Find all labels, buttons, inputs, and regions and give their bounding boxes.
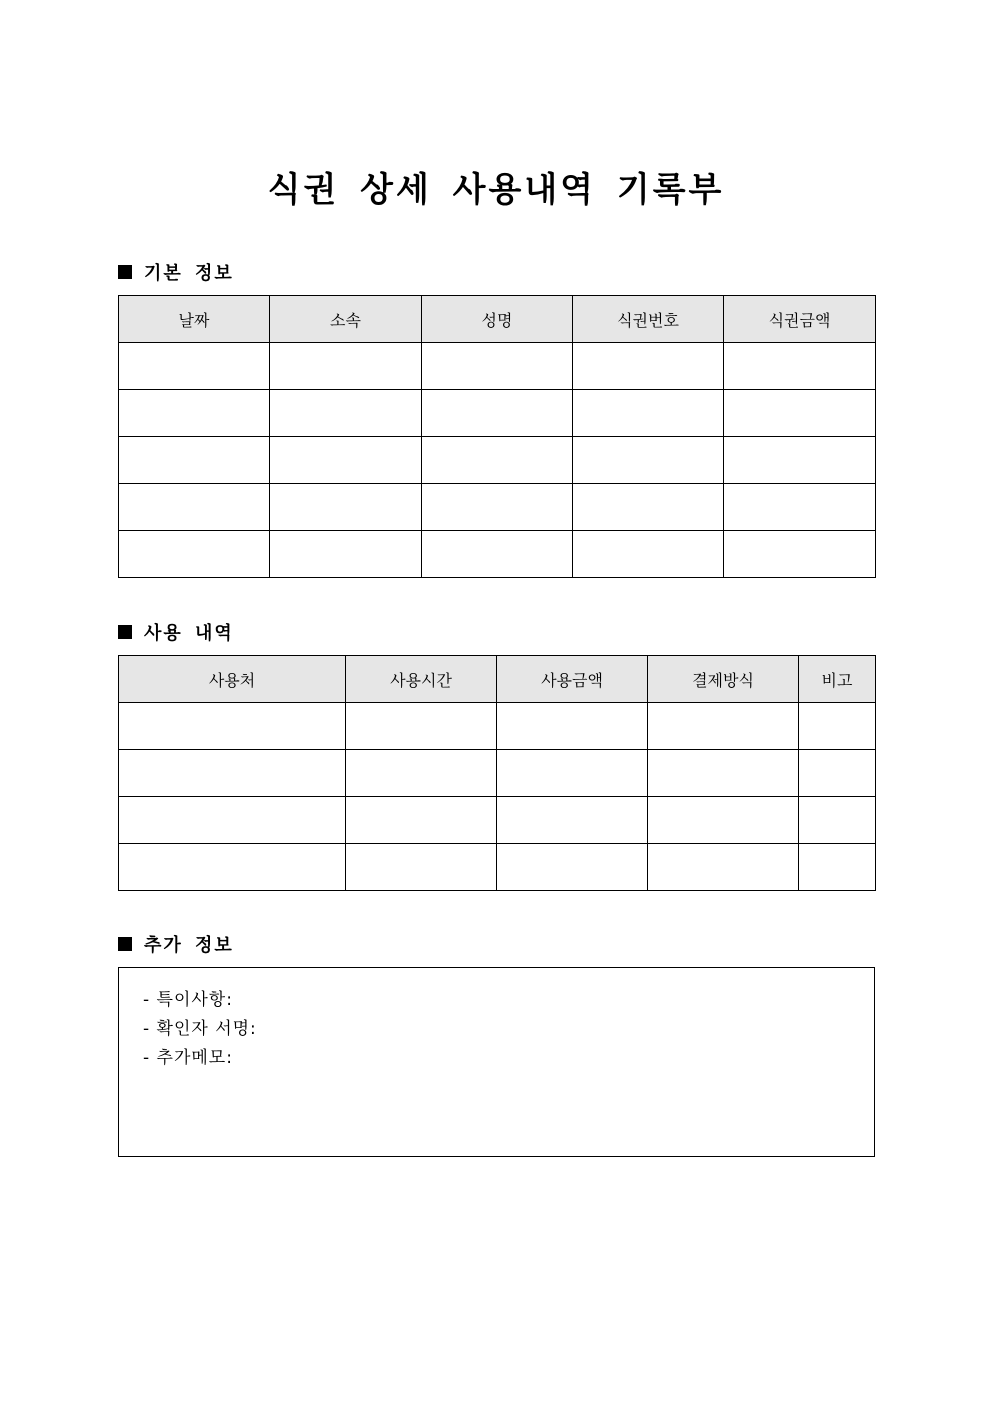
table-cell[interactable] [119,750,346,797]
column-header: 날짜 [119,296,270,343]
list-item-special-notes: - 특이사항: [143,990,233,1010]
table-row [119,844,876,891]
table-cell[interactable] [422,343,573,390]
table-header-row [119,656,876,703]
table-cell[interactable] [119,703,346,750]
table-cell[interactable] [119,844,346,891]
table-cell[interactable] [422,390,573,437]
column-header: 결제방식 [648,656,799,703]
table-cell[interactable] [573,437,724,484]
column-header: 식권금액 [724,296,876,343]
section-heading-label: 기본 정보 [144,263,234,284]
table-cell[interactable] [648,750,799,797]
table-cell[interactable] [497,703,648,750]
table-cell[interactable] [119,484,270,531]
table-cell[interactable] [497,750,648,797]
table-cell[interactable] [573,484,724,531]
section-heading-label: 사용 내역 [144,623,234,644]
table-cell[interactable] [497,844,648,891]
table-row [119,484,876,531]
table-cell[interactable] [422,484,573,531]
table-cell[interactable] [270,531,422,578]
table-cell[interactable] [270,437,422,484]
table-cell[interactable] [119,390,270,437]
column-header: 식권번호 [573,296,724,343]
table-row [119,343,876,390]
list-item-additional-memo: - 추가메모: [143,1048,233,1068]
table-cell[interactable] [119,437,270,484]
table-cell[interactable] [346,797,497,844]
square-bullet-icon [118,937,132,951]
section-heading-label: 추가 정보 [144,935,234,956]
table-cell[interactable] [799,844,876,891]
additional-info-box[interactable] [118,967,875,1157]
column-header: 사용금액 [497,656,648,703]
table-row [119,703,876,750]
section-heading-usage [118,619,234,645]
table-cell[interactable] [648,844,799,891]
table-cell[interactable] [119,797,346,844]
additional-info-list [119,968,874,1073]
table-cell[interactable] [270,390,422,437]
usage-table [118,655,876,891]
table-row [119,390,876,437]
table-cell[interactable] [799,703,876,750]
document-title: 식권 상세 사용내역 기록부 [267,170,725,210]
table-cell[interactable] [724,343,876,390]
table-cell[interactable] [573,531,724,578]
table-row [119,531,876,578]
table-cell[interactable] [724,437,876,484]
table-cell[interactable] [648,703,799,750]
table-row [119,797,876,844]
table-cell[interactable] [724,484,876,531]
section-heading-additional-info [118,931,234,957]
table-cell[interactable] [346,703,497,750]
column-header: 소속 [270,296,422,343]
table-cell[interactable] [724,390,876,437]
table-cell[interactable] [346,750,497,797]
table-cell[interactable] [270,484,422,531]
table-cell[interactable] [573,343,724,390]
column-header: 사용처 [119,656,346,703]
section-heading-basic-info [118,259,234,285]
table-cell[interactable] [346,844,497,891]
column-header: 성명 [422,296,573,343]
table-row [119,437,876,484]
list-item-confirmer-signature: - 확인자 서명: [143,1019,257,1039]
table-cell[interactable] [799,797,876,844]
basic-info-table [118,295,876,578]
column-header: 비고 [799,656,876,703]
table-cell[interactable] [724,531,876,578]
table-cell[interactable] [422,437,573,484]
table-cell[interactable] [119,531,270,578]
column-header: 사용시간 [346,656,497,703]
table-cell[interactable] [497,797,648,844]
table-cell[interactable] [422,531,573,578]
table-cell[interactable] [270,343,422,390]
square-bullet-icon [118,265,132,279]
table-header-row [119,296,876,343]
table-cell[interactable] [573,390,724,437]
table-cell[interactable] [799,750,876,797]
table-cell[interactable] [119,343,270,390]
square-bullet-icon [118,625,132,639]
table-cell[interactable] [648,797,799,844]
table-row [119,750,876,797]
